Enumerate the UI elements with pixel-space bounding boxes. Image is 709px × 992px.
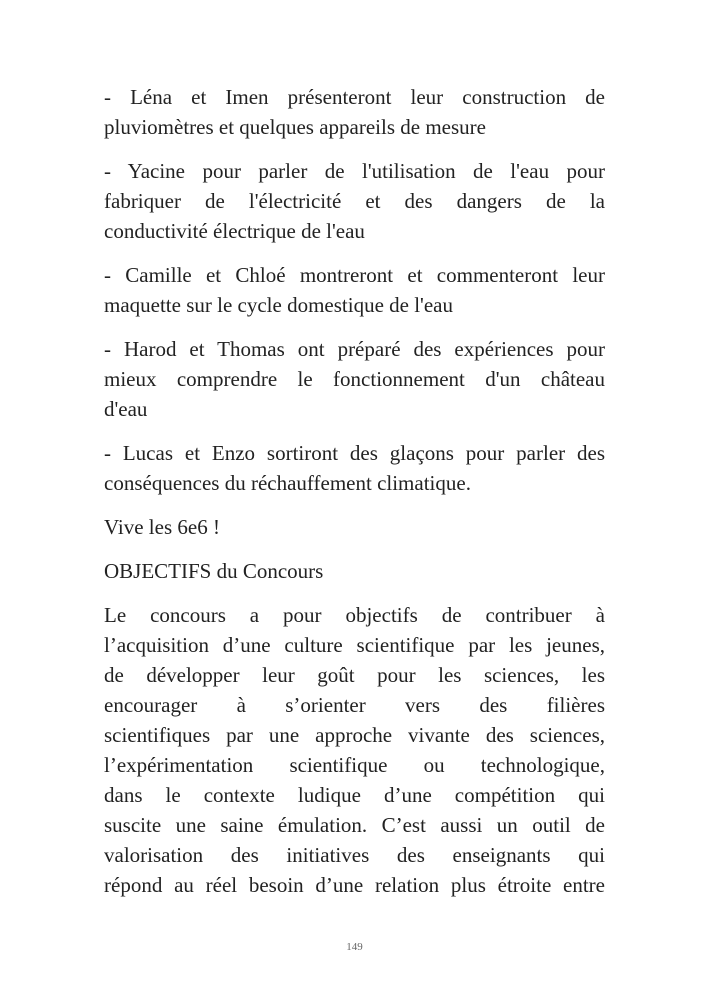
page-body [104,82,605,914]
text-line: pluviomètres et quelques appareils de mesure [104,115,486,139]
text-line: encourager à s’orienter vers des filières [104,693,605,717]
text-line: - Lucas et Enzo sortiront des glaçons pour parler des [104,441,605,465]
text-line: maquette sur le cycle domestique de l'eau [104,293,453,317]
paragraph-vive [104,512,605,542]
text-line: fabriquer de l'électricité et des dangers de la [104,189,605,213]
text-line: dans le contexte ludique d’une compétition qui [104,783,605,807]
section-heading-objectifs [104,556,605,586]
text-line: Vive les 6e6 ! [104,515,220,539]
text-line: l’expérimentation scientifique ou technologique, [104,753,605,777]
text-line: conséquences du réchauffement climatique. [104,471,471,495]
paragraph-camille-chloe [104,260,605,320]
text-line: suscite une saine émulation. C’est aussi un outil de [104,813,605,837]
paragraph-harod-thomas [104,334,605,424]
paragraph-lena-imen [104,82,605,142]
text-line: de développer leur goût pour les sciences, les [104,663,605,687]
text-line: scientifiques par une approche vivante des sciences, [104,723,605,747]
text-line: - Léna et Imen présenteront leur construction de [104,85,605,109]
text-line: - Camille et Chloé montreront et commenteront leur [104,263,605,287]
paragraph-lucas-enzo [104,438,605,498]
text-line: l’acquisition d’une culture scientifique par les jeunes, [104,633,605,657]
text-line: mieux comprendre le fonctionnement d'un château [104,367,605,391]
text-line: valorisation des initiatives des enseignants qui [104,843,605,867]
page-number: 149 [346,941,363,953]
text-line: OBJECTIFS du Concours [104,559,324,583]
text-line: conductivité électrique de l'eau [104,219,365,243]
text-line: d'eau [104,397,148,421]
text-line: répond au réel besoin d’une relation plus étroite entre [104,873,605,897]
paragraph-objectifs [104,600,605,900]
text-line: - Harod et Thomas ont préparé des expériences pour [104,337,605,361]
text-line: Le concours a pour objectifs de contribuer à [104,603,605,627]
text-line: - Yacine pour parler de l'utilisation de l'eau pour [104,159,605,183]
paragraph-yacine [104,156,605,246]
